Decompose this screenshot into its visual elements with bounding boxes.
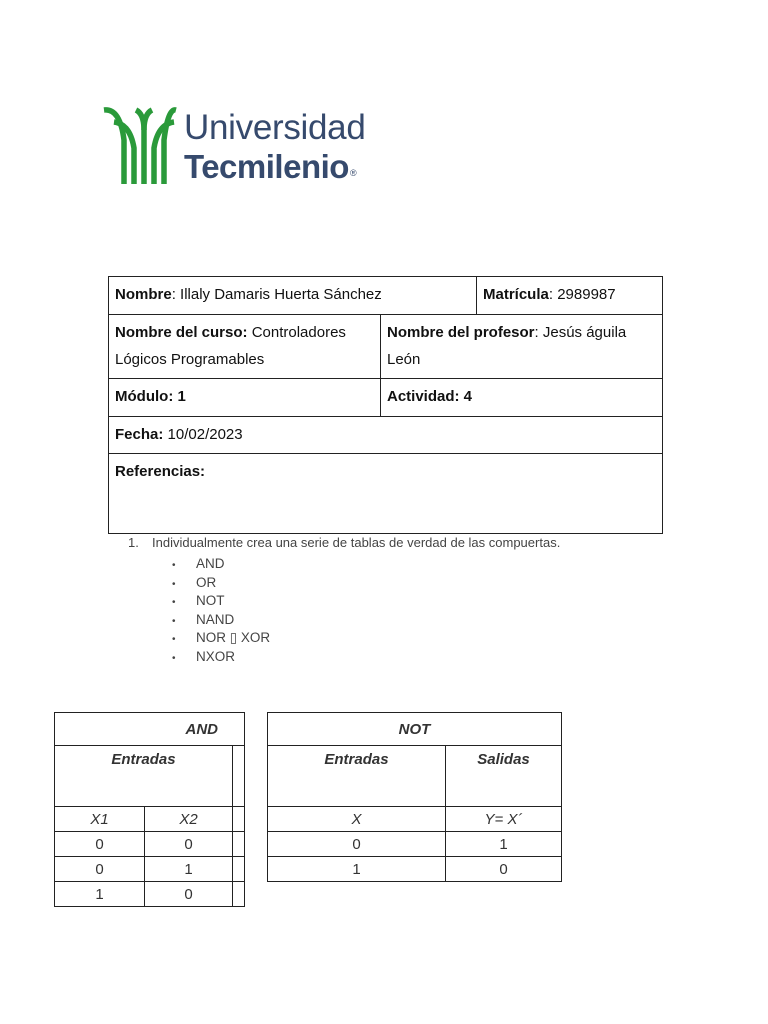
logo-line-universidad: Universidad <box>184 108 366 147</box>
and-empty-cell <box>233 807 245 832</box>
and-cell: 0 <box>55 832 145 857</box>
list-item: • OR <box>172 574 217 590</box>
and-table-title: AND <box>55 713 245 746</box>
and-empty-cell <box>233 857 245 882</box>
nombre-cell: Nombre: Illaly Damaris Huerta Sánchez <box>109 277 477 315</box>
table-row <box>268 832 562 857</box>
not-table-title: NOT <box>268 713 562 746</box>
instruction-number: 1. <box>128 535 139 550</box>
not-cell: 0 <box>268 832 446 857</box>
university-logo <box>100 100 390 192</box>
and-truth-table <box>54 712 245 907</box>
and-cell: 0 <box>145 882 233 907</box>
and-empty-cell <box>233 882 245 907</box>
and-col-x2: X2 <box>145 807 233 832</box>
profesor-cell: Nombre del profesor: Jesús águila León <box>381 315 663 379</box>
modulo-cell: Módulo: 1 <box>109 379 381 417</box>
and-cell: 0 <box>55 857 145 882</box>
and-inputs-header: Entradas <box>55 746 233 807</box>
list-item: • NXOR <box>172 648 236 664</box>
table-row <box>55 832 245 857</box>
and-empty-cell <box>233 746 245 807</box>
not-outputs-header: Salidas <box>446 746 562 807</box>
logo-line-tecmilenio: Tecmilenio® <box>184 148 357 185</box>
not-col-x: X <box>268 807 446 832</box>
and-cell: 1 <box>145 857 233 882</box>
referencias-cell: Referencias: <box>109 454 663 534</box>
gate-list <box>172 555 270 667</box>
instruction-text: Individualmente crea una serie de tablas de verdad de las compuertas. <box>152 535 561 550</box>
not-truth-table <box>267 712 562 882</box>
list-item: • NAND <box>172 611 235 627</box>
not-cell: 1 <box>446 832 562 857</box>
instruction-item <box>128 535 560 550</box>
table-row <box>55 857 245 882</box>
not-col-y: Y= X´ <box>446 807 562 832</box>
and-cell: 0 <box>145 832 233 857</box>
and-cell: 1 <box>55 882 145 907</box>
and-empty-cell <box>233 832 245 857</box>
fecha-cell: Fecha: 10/02/2023 <box>109 417 663 454</box>
table-row <box>55 882 245 907</box>
curso-cell: Nombre del curso: Controladores Lógicos Programables <box>109 315 381 379</box>
table-row <box>268 857 562 882</box>
not-cell: 0 <box>446 857 562 882</box>
not-cell: 1 <box>268 857 446 882</box>
list-item: • NOR ▯ XOR <box>172 630 271 646</box>
matricula-cell: Matrícula: 2989987 <box>477 277 663 315</box>
tecmilenio-emblem-icon <box>100 100 180 192</box>
student-info-table <box>108 276 663 534</box>
list-item: • NOT <box>172 593 225 609</box>
actividad-cell: Actividad: 4 <box>381 379 663 417</box>
list-item: • AND <box>172 556 225 571</box>
and-col-x1: X1 <box>55 807 145 832</box>
not-inputs-header: Entradas <box>268 746 446 807</box>
